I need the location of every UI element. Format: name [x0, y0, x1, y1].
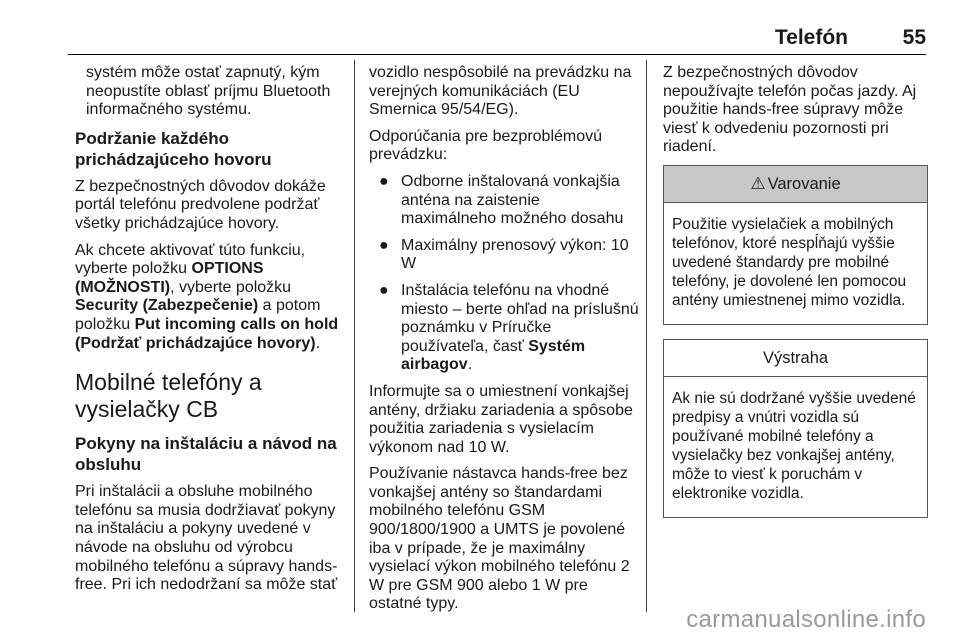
caution-body: Ak nie sú dodržané vyššie uvedené predpisy a vnútri vozidla sú používané mobilné telefóny a vysielačky bez vonkajšej antény, môže to viesť k poruchám v elektronike vozidla. [672, 389, 916, 502]
intro-paragraph: systém môže ostať zapnutý, kým neopustíte oblasť príjmu Bluetooth informačného systému. [86, 64, 331, 119]
list-item-text: Maximálny prenosový výkon: 10 W [401, 236, 629, 273]
header-divider [68, 54, 926, 55]
caution-header: Výstraha [664, 340, 927, 377]
bullet-icon: ● [379, 281, 389, 299]
watermark: carmanualsonline.info [686, 606, 926, 633]
list-item [369, 237, 639, 274]
hold-paragraph: Z bezpečnostných dôvodov dokáže portál telefónu predvolene podržať všetky prichádzajúce hovory. [75, 177, 326, 232]
bullet-icon: ● [379, 172, 389, 190]
list-item-text: Odborne inštalovaná vonkajšia anténa na zaistenie maximálneho možného dosahu [401, 172, 624, 228]
option-hold: Put incoming calls on hold (Podržať prichádzajúce hovory) [75, 315, 339, 352]
heading-hold-calls: Podržanie každého prichádzajúceho hovoru [75, 128, 272, 169]
bullet-icon: ● [379, 236, 389, 254]
continued-paragraph: vozidlo nespôsobilé na prevádzku na verejných komunikáciách (EU Smernica 95/54/EG). [369, 64, 632, 119]
warning-triangle-icon: ⚠ [750, 173, 766, 193]
recommendations-paragraph: Odporúčania pre bezproblémovú prevádzku: [369, 127, 603, 164]
page-number: 55 [902, 26, 926, 49]
warning-title: Varovanie [767, 174, 841, 193]
recommendations-list [369, 173, 639, 375]
list-item-text: Inštalácia telefónu na vhodné miesto – berte ohľad na príslušnú poznámku v Príručke používateľa, časť [401, 281, 639, 355]
warning-header [664, 166, 927, 203]
column-divider-2 [646, 60, 647, 612]
option-security: Security (Zabezpečenie) [75, 297, 259, 315]
page-header [0, 0, 960, 50]
safety-paragraph: Z bezpečnostných dôvodov nepoužívajte telefón počas jazdy. Aj použitie hands-free súpravy môže viesť k odvedeniu pozornosti pri riadení. [663, 64, 917, 156]
airbag-reference: Systém airbagov [401, 337, 586, 374]
list-item [369, 282, 639, 375]
caution-box [663, 339, 928, 518]
activate-paragraph [75, 242, 347, 354]
list-item [369, 173, 639, 229]
option-options: OPTIONS (MOŽNOSTI) [75, 260, 264, 296]
warning-body: Použitie vysielačiek a mobilných telefónov, ktoré nespĺňajú vyššie uvedené štandardy pre mobilné telefóny, je dovolené len pomocou antény umiestnenej mimo vozidla. [672, 215, 907, 309]
column-3 [663, 64, 928, 532]
heading-mobile-phones: Mobilné telefóny a vysielačky CB [75, 369, 262, 423]
activate-text-4: . [315, 334, 321, 352]
usage-paragraph: Používanie nástavca hands-free bez vonkajšej antény so štandardami mobilného telefónu GSM 900/1800/1900 a UMTS je povolené iba v prípade, že je maximálny vysielací výkon mobilného telefónu 2 W pre GSM 900 alebo 1 W pre ostatné typy. [369, 465, 630, 613]
warning-box [663, 165, 928, 325]
column-1 [75, 64, 347, 603]
activate-text-3: a potom položku [75, 297, 321, 333]
activate-text-2: , vyberte položku [170, 278, 292, 296]
info-paragraph: Informujte sa o umiestnení vonkajšej antény, držiaku zariadenia a spôsobe použitia zariadenia s vysielacím výkonom nad 10 W. [369, 382, 633, 456]
column-divider-1 [354, 60, 355, 612]
column-2 [369, 64, 639, 622]
activate-text-1: Ak chcete aktivovať túto funkciu, vyberte položku [75, 241, 306, 278]
heading-installation: Pokyny na inštaláciu a návod na obsluhu [75, 434, 337, 475]
installation-paragraph: Pri inštalácii a obsluhe mobilného telefónu sa musia dodržiavať pokyny na inštaláciu a pokyny uvedené v návode na obsluhu od výrobcu mobilného telefónu a súpravy hands-free. Pri ich nedodržaní sa môže stať [75, 483, 338, 594]
section-title: Telefón [774, 26, 848, 49]
list-item-end: . [467, 356, 473, 374]
